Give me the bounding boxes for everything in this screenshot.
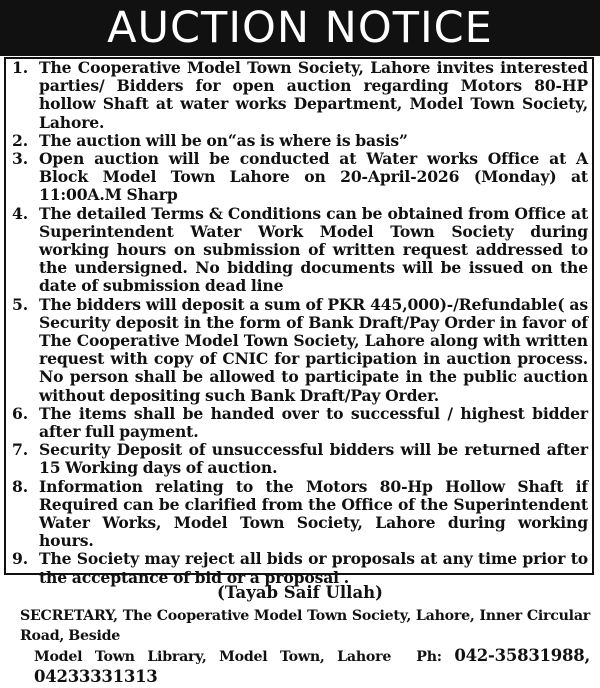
item-number: 7. [12,440,28,460]
phone-numbers: 042-35831988, 04233331313 [34,646,590,686]
notice-item-5 [6,296,592,405]
notice-footer [0,578,600,688]
item-text: The bidders will deposit a sum of PKR 445,000)-/Refundable( as Security deposit in the form of Bank Draft/Pay Order in favor of The Cooperative Model Town Society, Lahore along with written request with copy of CNIC for participation in auction process. No person shall be allowed to participate in the public auction without depositing such Bank Draft/Pay Order. [39,294,588,405]
notice-item-7 [6,441,592,477]
item-number: 4. [12,203,28,223]
item-text: Security Deposit of unsuccessful bidders will be returned after 15 Working days of auction. [39,440,588,478]
item-number: 8. [12,476,28,496]
item-number: 2. [12,130,28,150]
notice-item-8 [6,478,592,551]
notice-item-2 [6,132,592,150]
item-number: 6. [12,403,28,423]
item-text: Information relating to the Motors 80-Hp Hollow Shaft if Required can be clarified from the Office of the Superintendent Water Works, Model Town Society, Lahore during working hours. [39,476,588,551]
notice-title: AUCTION NOTICE [0,0,600,56]
secretary-line-1: SECRETARY, The Cooperative Model Town Society, Lahore, Inner Circular Road, Beside [20,608,590,644]
address-text: Model Town Library, Model Town, Lahore [34,649,392,665]
notice-items [6,59,592,587]
secretary-address [0,602,600,688]
phone-label: Ph: [416,649,442,665]
notice-item-3 [6,150,592,205]
item-text: The Cooperative Model Town Society, Lahore invites interested parties/ Bidders for open auction regarding Motors 80-HP hollow Shaft at water works Department, Model Town Society, Lahore. [39,58,588,132]
item-number: 5. [12,294,28,314]
item-text: Open auction will be conducted at Water works Office at A Block Model Town Lahore on 20-April-2026 (Monday) at 11:00A.M Sharp [39,149,588,205]
notice-body [4,57,594,587]
notice-item-6 [6,405,592,441]
item-text: The items shall be handed over to successful / highest bidder after full payment. [39,403,588,442]
item-number: 1. [12,58,28,77]
notice-item-4 [6,205,592,296]
notice-item-1 [6,59,592,132]
item-text: The auction will be on“as is where is basis” [39,130,408,150]
item-number: 3. [12,149,28,169]
item-text: The detailed Terms & Conditions can be obtained from Office at Superintendent Water Work Model Town Society during working hours on submission of written request addressed to the undersigned. No bidding documents will be issued on the date of submission dead line [39,203,588,296]
item-number: 9. [12,549,28,569]
item-text: The Society may reject all bids or proposals at any time prior to the acceptance of bid or a proposal . [39,549,588,587]
signatory-name: (Tayab Saif Ullah) [217,583,383,602]
secretary-line-2 [20,646,590,688]
